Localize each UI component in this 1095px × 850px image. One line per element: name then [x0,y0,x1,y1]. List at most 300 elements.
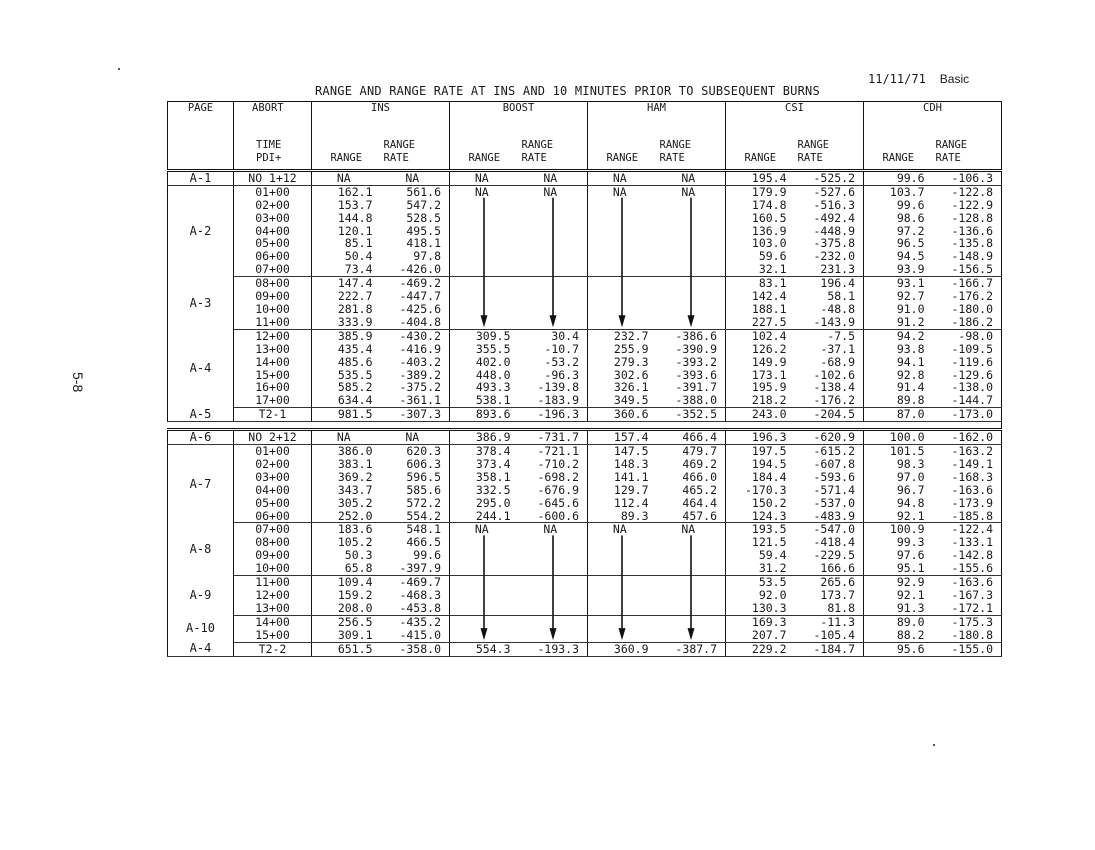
page-cell: A-1 [168,170,234,185]
time-cell: 08+00 [255,536,290,550]
range-rate-cell: -391.7 [675,381,718,395]
range-cell [588,536,657,549]
range-rate-cell: -547.0 [813,522,856,537]
range-cell: 194.5 [726,458,795,471]
range-cell: 103.7 [864,185,933,198]
table-row [168,225,1002,238]
range-cell: NA [588,523,657,536]
range-cell [588,303,657,316]
range-rate-label-line1: RANGE [935,139,968,152]
range-cell: 197.5 [726,445,795,458]
range-rate-cell [519,549,588,562]
range-rate-cell: -7.5 [827,329,856,343]
time-cell: 14+00 [255,615,290,629]
range-rate-cell [519,562,588,575]
range-cell: 50.4 [312,250,381,263]
range-rate-cell: -387.7 [657,642,726,656]
range-rate-label-line1: RANGE [383,139,416,152]
time-cell: 12+00 [255,329,290,343]
range-cell: 535.5 [312,369,381,382]
range-cell: 130.3 [726,602,795,615]
range-rate-cell [657,589,726,602]
range-cell [450,263,519,276]
range-rate-cell: 457.6 [657,510,726,523]
range-rate-cell: 561.6 [406,185,441,199]
table-row [168,329,1002,342]
range-cell: 92.9 [864,576,933,589]
range-rate-cell: -180.8 [933,629,1002,642]
range-cell: 59.4 [726,549,795,562]
range-rate-cell: NA [681,522,696,537]
range-rate-cell: -175.3 [951,615,994,629]
range-rate-cell [657,602,726,615]
range-rate-cell: -166.7 [951,276,994,291]
table-row [168,562,1002,575]
range-rate-cell: 596.5 [406,470,441,484]
time-cell: 04+00 [255,224,290,238]
range-cell: 538.1 [450,394,519,407]
range-rate-cell [657,562,726,575]
table-row [168,471,1002,484]
table-row [168,199,1002,212]
range-cell: 244.1 [450,510,519,523]
range-rate-cell: -448.9 [813,224,856,238]
range-rate-cell [657,250,726,263]
range-rate-cell: -193.3 [519,642,588,656]
time-cell: 11+00 [255,575,290,589]
table-row [168,430,1002,445]
range-rate-cell: -186.2 [933,316,1002,329]
range-cell [588,237,657,250]
abort-header: ABORT [234,102,312,115]
range-cell: 309.1 [312,629,381,642]
range-col-header: RANGE [450,115,519,171]
range-cell: 32.1 [726,263,795,276]
range-rate-cell: -163.2 [951,444,994,458]
range-cell: 99.3 [864,536,933,549]
range-rate-col-header [381,115,450,171]
time-cell: T2-1 [234,408,312,422]
range-rate-cell: -122.9 [951,198,994,212]
range-rate-cell: -418.4 [813,536,856,550]
cdh-header: CDH [864,102,1002,115]
range-rate-cell: 265.6 [820,575,856,589]
range-cell [450,615,519,628]
range-rate-cell: -710.2 [537,457,580,471]
range-cell [588,615,657,628]
time-cell: 04+00 [255,483,290,497]
range-rate-cell: 418.1 [406,237,441,251]
range-cell [450,250,519,263]
range-cell: 196.3 [726,430,795,445]
time-cell: 09+00 [255,290,290,303]
time-cell: 12+00 [255,589,290,602]
range-rate-cell: -645.6 [537,496,580,510]
table-row [168,237,1002,250]
time-cell: 16+00 [255,381,290,395]
range-rate-cell [657,290,726,303]
range-rate-cell: -229.5 [813,549,856,563]
range-cell: 153.7 [312,199,381,212]
range-cell: 59.6 [726,250,795,263]
range-col-header: RANGE [864,115,933,171]
range-rate-cell: 196.4 [820,276,856,291]
range-col-header: RANGE [588,115,657,171]
table-row [168,250,1002,263]
range-rate-cell [657,277,726,290]
page-number: 5-8 [70,372,86,393]
range-rate-cell: NA [381,430,450,445]
table-row [168,408,1002,422]
range-rate-cell: -435.2 [399,615,441,629]
range-cell: 184.4 [726,471,795,484]
range-cell: 94.8 [864,497,933,510]
range-rate-cell: 547.2 [406,198,441,212]
scan-speck [118,68,120,70]
range-rate-cell: 464.4 [682,496,718,510]
page-cell: A-7 [168,445,234,523]
time-cell: 14+00 [255,355,290,369]
range-cell [588,589,657,602]
table-row [168,263,1002,276]
range-cell: 50.3 [312,549,381,562]
range-rate-cell: -375.8 [813,237,856,251]
range-cell: 174.8 [726,199,795,212]
time-cell: 13+00 [255,342,290,356]
range-cell [588,290,657,303]
page-cell: A-5 [168,408,234,422]
range-rate-cell [519,277,588,290]
range-rate-cell: -731.7 [519,430,588,445]
range-rate-table [167,101,1002,657]
table-row [168,303,1002,316]
table-title: RANGE AND RANGE RATE AT INS AND 10 MINUTES PRIOR TO SUBSEQUENT BURNS [315,84,820,98]
range-rate-cell: -53.2 [544,355,580,369]
range-cell [450,562,519,575]
range-cell [588,199,657,212]
table-row [168,510,1002,523]
range-cell: 129.7 [588,484,657,497]
range-rate-cell: -593.6 [813,470,856,484]
range-cell: 218.2 [726,394,795,407]
range-cell: 634.4 [312,394,381,407]
range-cell: 305.2 [312,497,381,510]
range-cell: 208.0 [312,602,381,615]
time-cell: 11+00 [234,316,312,329]
ham-header: HAM [588,102,726,115]
range-cell: 144.8 [312,212,381,225]
range-cell: 96.5 [864,237,933,250]
range-rate-cell: 606.3 [406,457,441,471]
range-rate-cell: 585.6 [406,483,441,497]
range-cell: 355.5 [450,343,519,356]
range-cell: 332.5 [450,484,519,497]
range-cell: 279.3 [588,356,657,369]
range-rate-cell: 97.8 [413,250,441,264]
table-row [168,394,1002,407]
table-row [168,576,1002,589]
range-rate-cell: -425.6 [399,302,441,316]
page-cell: A-2 [168,185,234,276]
range-cell: 448.0 [450,369,519,382]
range-rate-cell [519,589,588,602]
range-cell: -170.3 [726,484,795,497]
range-rate-cell: 99.6 [413,549,441,563]
time-label: TIME [256,139,282,152]
range-rate-cell: -68.9 [820,355,856,369]
range-cell [450,549,519,562]
range-rate-cell: 479.7 [682,444,718,458]
range-cell: 97.2 [864,225,933,238]
range-rate-cell: -393.2 [675,355,718,369]
range-rate-cell: NA [543,185,558,199]
range-rate-cell: -96.3 [544,368,580,382]
time-cell: 09+00 [255,549,290,563]
range-rate-cell: -156.5 [933,263,1002,276]
range-cell: 435.4 [312,343,381,356]
page-cell: A-4 [168,329,234,407]
range-rate-cell [657,225,726,238]
range-rate-cell: -184.7 [795,642,864,656]
range-cell [450,303,519,316]
range-cell: 73.4 [312,263,381,276]
range-cell: 385.9 [312,329,381,342]
range-cell: 651.5 [312,642,381,656]
range-cell: 309.5 [450,329,519,342]
range-rate-cell: 166.6 [795,562,864,575]
range-rate-cell: -155.0 [933,642,1002,656]
range-cell: 369.2 [312,471,381,484]
range-cell [588,602,657,615]
range-rate-cell: -172.1 [933,602,1002,615]
range-rate-cell: -469.7 [399,575,441,589]
time-cell: 01+00 [255,185,290,199]
document-date [868,72,969,86]
range-cell: 85.1 [312,237,381,250]
range-rate-cell: 528.5 [406,211,441,225]
range-rate-cell: -571.4 [813,483,856,497]
range-rate-cell: -375.2 [399,381,441,395]
range-cell: NA [450,170,519,185]
range-rate-cell [657,576,726,589]
time-cell: 05+00 [255,237,290,251]
range-cell [588,277,657,290]
range-rate-cell: -483.9 [795,510,864,523]
range-rate-cell [657,316,726,329]
range-cell: 147.4 [312,277,381,290]
time-cell: 02+00 [255,198,290,212]
range-rate-cell: -163.6 [951,575,994,589]
range-cell: 89.3 [588,510,657,523]
table-row [168,343,1002,356]
range-cell [450,576,519,589]
range-cell: 373.4 [450,458,519,471]
range-rate-cell: -183.9 [519,394,588,407]
range-cell: 91.3 [864,602,933,615]
range-rate-cell: -155.6 [933,562,1002,575]
range-cell: 162.1 [312,185,381,198]
table-row [168,615,1002,628]
table-row [168,369,1002,382]
range-rate-cell: -185.8 [933,510,1002,523]
range-cell: 100.9 [864,523,933,536]
range-cell [588,263,657,276]
range-cell: 65.8 [312,562,381,575]
range-rate-cell: -620.9 [795,430,864,445]
range-cell: 383.1 [312,458,381,471]
range-rate-cell [657,303,726,316]
time-cell: 02+00 [255,457,290,471]
range-rate-cell: -447.7 [399,290,441,303]
range-rate-cell: -122.8 [951,185,994,199]
range-rate-cell: -48.8 [820,302,856,316]
range-rate-cell [519,212,588,225]
range-cell: 207.7 [726,629,795,642]
range-cell: 92.1 [864,589,933,602]
range-rate-cell [519,225,588,238]
range-cell: 92.0 [726,589,795,602]
range-rate-cell: -232.0 [813,250,856,264]
range-rate-cell [519,536,588,549]
page-cell: A-3 [168,277,234,330]
range-rate-cell [657,263,726,276]
range-rate-cell: -404.8 [381,316,450,329]
page-header: PAGE [168,102,234,171]
range-cell: 179.9 [726,185,795,198]
table-row [168,497,1002,510]
range-rate-cell: 548.1 [406,522,441,537]
table-row [168,642,1002,656]
table-row [168,602,1002,615]
range-rate-col-header [657,115,726,171]
time-cell: 13+00 [234,602,312,615]
range-cell [450,629,519,642]
pdi-label: PDI+ [256,152,282,164]
range-rate-cell: -144.7 [933,394,1002,407]
range-cell [588,562,657,575]
range-rate-cell: -307.3 [381,408,450,422]
range-cell: 99.6 [864,199,933,212]
range-rate-cell: -176.2 [951,290,994,303]
range-cell [588,316,657,329]
range-cell: 402.0 [450,356,519,369]
table-row [168,536,1002,549]
range-rate-cell: -389.2 [399,368,441,382]
range-cell: 252.0 [312,510,381,523]
range-cell: 386.9 [450,430,519,445]
range-cell: 102.4 [726,329,795,342]
range-rate-cell: NA [519,170,588,185]
divider-cell [168,422,1002,430]
range-rate-cell: 466.4 [657,430,726,445]
range-rate-cell: -119.6 [951,355,994,369]
range-rate-cell: -468.3 [399,589,441,602]
range-cell: 188.1 [726,303,795,316]
table-row [168,381,1002,394]
csi-header: CSI [726,102,864,115]
range-cell: 97.6 [864,549,933,562]
range-rate-cell: 58.1 [827,290,856,303]
range-rate-label-line1: RANGE [521,139,554,152]
range-rate-cell: NA [657,170,726,185]
range-rate-cell: -139.8 [537,381,580,395]
table-row [168,277,1002,290]
range-rate-cell: 469.2 [682,457,718,471]
range-rate-cell: -105.4 [795,629,864,642]
range-cell: 93.1 [864,277,933,290]
time-cell: 01+00 [255,444,290,458]
range-rate-cell: -721.1 [537,444,580,458]
range-rate-label-line2: RATE [521,152,547,164]
range-rate-cell: 495.5 [406,224,441,238]
range-rate-cell: -98.0 [958,329,994,343]
range-cell: 159.2 [312,589,381,602]
time-cell: T2-2 [234,642,312,656]
page-cell: A-10 [168,615,234,642]
range-rate-cell: -142.8 [951,549,994,563]
range-rate-cell: -352.5 [657,408,726,422]
range-rate-cell [519,290,588,303]
range-cell [588,629,657,642]
table-row [168,290,1002,303]
range-cell: 92.7 [864,290,933,303]
page-cell: A-6 [168,430,234,445]
range-cell: 95.6 [864,642,933,656]
range-cell [450,199,519,212]
range-col-header: RANGE [726,115,795,171]
range-rate-cell: -204.5 [795,408,864,422]
range-rate-cell: -138.4 [813,381,856,395]
range-rate-cell: 572.2 [406,496,441,510]
range-cell: 256.5 [312,615,381,628]
range-cell [450,277,519,290]
range-cell: 360.9 [588,642,657,656]
time-cell: 03+00 [255,211,290,225]
range-cell: 120.1 [312,225,381,238]
range-cell: 124.3 [726,510,795,523]
range-cell: 343.7 [312,484,381,497]
range-cell: 227.5 [726,316,795,329]
range-rate-cell: -143.9 [795,316,864,329]
range-cell [450,225,519,238]
range-rate-cell: -106.3 [933,170,1002,185]
time-header [234,115,312,171]
range-cell [450,237,519,250]
range-rate-cell: -122.4 [951,522,994,537]
range-rate-cell [519,303,588,316]
range-rate-cell: NA [681,185,696,199]
page-cell: A-4 [168,642,234,656]
range-col-header: RANGE [312,115,381,171]
time-cell: 06+00 [255,250,290,264]
range-rate-cell: 466.0 [682,470,718,484]
boost-header: BOOST [450,102,588,115]
range-cell: 94.2 [864,329,933,342]
time-cell: 15+00 [234,629,312,642]
range-cell: 554.3 [450,642,519,656]
table-row [168,356,1002,369]
range-rate-cell: 231.3 [795,263,864,276]
range-rate-cell: -10.7 [544,342,580,356]
range-cell: 195.9 [726,381,795,394]
range-cell: 169.3 [726,615,795,628]
range-cell: 93.9 [864,263,933,276]
table-row [168,484,1002,497]
time-cell: NO 2+12 [234,430,312,445]
range-rate-cell: -390.9 [675,342,718,356]
range-rate-cell: 554.2 [381,510,450,523]
range-rate-col-header [519,115,588,171]
